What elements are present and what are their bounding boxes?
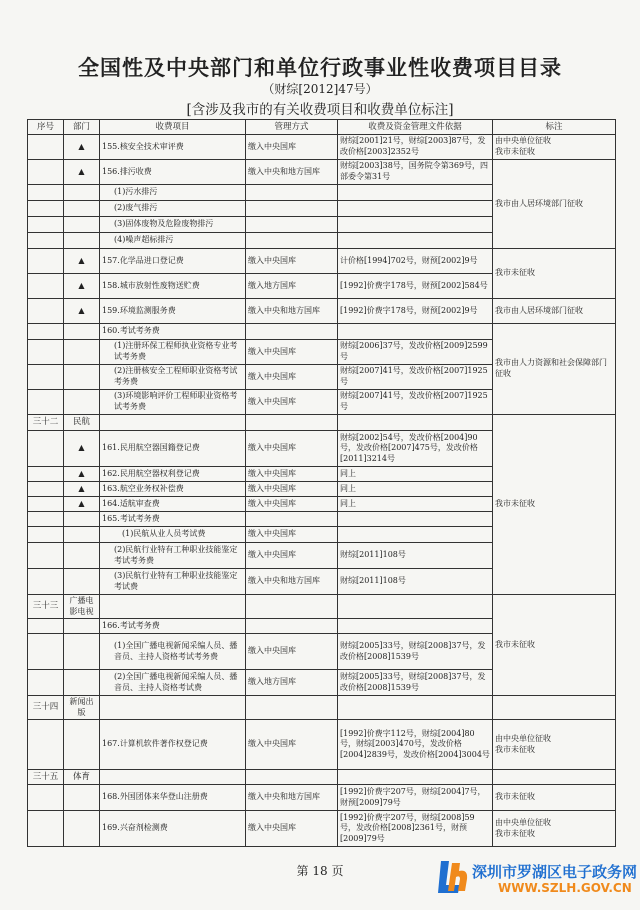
- basis-cell: 计价格[1994]702号，财预[2002]9号: [338, 249, 493, 274]
- watermark: [438, 857, 638, 901]
- mgmt-cell: 缴入中央国库: [246, 340, 338, 365]
- section-dept: 新闻出版: [64, 696, 100, 720]
- mgmt-cell: 缴入中央国库: [246, 482, 338, 497]
- note-cell: 我市未征收: [493, 249, 616, 299]
- table-row: [28, 785, 616, 811]
- mgmt-cell: 缴入中央和地方国库: [246, 569, 338, 595]
- mgmt-cell: 缴入中央国库: [246, 543, 338, 569]
- item-cell: (2)注册核安全工程师职业资格考试考务费: [100, 365, 246, 390]
- basis-cell: 财综[2001]21号，财综[2003]87号，发改价格[2003]2352号: [338, 135, 493, 160]
- basis-cell: 财综[2011]108号: [338, 569, 493, 595]
- mgmt-cell: 缴入中央国库: [246, 720, 338, 770]
- basis-cell: 同上: [338, 497, 493, 512]
- item-cell: 160.考试考务费: [100, 324, 246, 340]
- basis-cell: [1992]价费字207号，财综[2004]7号，财预[2009]79号: [338, 785, 493, 811]
- seq-cell: [28, 135, 64, 160]
- basis-cell: [1992]价费字207号，财综[2008]59号，发改价格[2008]2361号，财预[2009]79号: [338, 811, 493, 847]
- mgmt-cell: 缴入中央国库: [246, 467, 338, 482]
- basis-cell: 财综[2011]108号: [338, 543, 493, 569]
- header-seq: 序号: [28, 120, 64, 135]
- note-cell: 我市由人力资源和社会保障部门征收: [493, 324, 616, 415]
- section-dept: 民航: [64, 415, 100, 431]
- mgmt-cell: 缴入中央国库: [246, 390, 338, 415]
- mgmt-cell: 缴入中央国库: [246, 811, 338, 847]
- section-row: [28, 595, 616, 619]
- item-cell: 159.环境监测服务费: [100, 299, 246, 324]
- item-cell: 164.适航审查费: [100, 497, 246, 512]
- basis-cell: 财综[2003]38号，国务院令第369号，四部委令第31号: [338, 160, 493, 185]
- table-row: [28, 811, 616, 847]
- table-row: [28, 249, 616, 274]
- section-row: [28, 415, 616, 431]
- document-title: 全国性及中央部门和单位行政事业性收费项目目录: [78, 55, 562, 80]
- section-seq: 三十二: [28, 415, 64, 431]
- table-row: [28, 720, 616, 770]
- mark-cell: ▲: [64, 249, 100, 274]
- basis-cell: 财综[2007]41号，发改价格[2007]1925号: [338, 390, 493, 415]
- item-cell: 156.排污收费: [100, 160, 246, 185]
- note-cell: 我市未征收: [493, 415, 616, 595]
- basis-cell: 财综[2005]33号，财综[2008]37号，发改价格[2008]1539号: [338, 670, 493, 696]
- mgmt-cell: 缴入中央国库: [246, 497, 338, 512]
- note-cell: 我市未征收: [493, 785, 616, 811]
- basis-cell: [1992]价费字178号，财预[2002]584号: [338, 274, 493, 299]
- section-seq: 三十五: [28, 770, 64, 785]
- item-cell: (2)废气排污: [100, 201, 246, 217]
- item-cell: (2)民航行业特有工种职业技能鉴定考试考务费: [100, 543, 246, 569]
- section-seq: 三十四: [28, 696, 64, 720]
- mark-cell: ▲: [64, 497, 100, 512]
- note-cell: 由中央单位征收 我市未征收: [493, 811, 616, 847]
- item-cell: (3)民航行业特有工种职业技能鉴定考试费: [100, 569, 246, 595]
- seq-cell: [28, 160, 64, 185]
- item-cell: 168.外国团体来华登山注册费: [100, 785, 246, 811]
- basis-cell: [1992]价费字112号，财综[2004]80号，财综[2003]470号，发改价格[2004]2839号，发改价格[2004]3004号: [338, 720, 493, 770]
- mark-cell: ▲: [64, 160, 100, 185]
- item-cell: (3)环境影响评价工程师职业资格考试考务费: [100, 390, 246, 415]
- item-cell: (4)噪声超标排污: [100, 233, 246, 249]
- item-cell: (1)全国广播电视新闻采编人员、播音员、主持人资格考试考务费: [100, 634, 246, 670]
- mgmt-cell: 缴入中央国库: [246, 365, 338, 390]
- lh-logo-icon: [438, 859, 468, 895]
- item-cell: 167.计算机软件著作权登记费: [100, 720, 246, 770]
- document-note: [含涉及我市的有关收费项目和收费单位标注]: [186, 102, 454, 118]
- section-row: [28, 770, 616, 785]
- item-cell: 161.民用航空器国籍登记费: [100, 431, 246, 467]
- item-cell: 162.民用航空器权利登记费: [100, 467, 246, 482]
- table-row: [28, 135, 616, 160]
- item-cell: (3)固体废物及危险废物排污: [100, 217, 246, 233]
- basis-cell: 财综[2006]37号，发改价格[2009]2599号: [338, 340, 493, 365]
- basis-cell: 财综[2002]54号，发改价格[2004]90号，发改价格[2007]475号，发改价格[2011]3214号: [338, 431, 493, 467]
- mark-cell: ▲: [64, 135, 100, 160]
- table-row: [28, 160, 616, 185]
- item-cell: (1)民航从业人员考试费: [100, 527, 246, 543]
- section-seq: 三十三: [28, 595, 64, 619]
- mark-cell: ▲: [64, 431, 100, 467]
- header-mgmt: 管理方式: [246, 120, 338, 135]
- mgmt-cell: 缴入中央国库: [246, 634, 338, 670]
- mgmt-cell: 缴入中央国库: [246, 527, 338, 543]
- note-cell: 由中央单位征收 我市未征收: [493, 720, 616, 770]
- note-cell: 我市由人居环境部门征收: [493, 299, 616, 324]
- item-cell: 158.城市放射性废物送贮费: [100, 274, 246, 299]
- table-row: [28, 324, 616, 340]
- item-cell: 163.航空业务权补偿费: [100, 482, 246, 497]
- mgmt-cell: 缴入中央国库: [246, 135, 338, 160]
- document-subtitle: （财综[2012]47号）: [262, 82, 378, 96]
- section-row: [28, 696, 616, 720]
- item-cell: 165.考试考务费: [100, 512, 246, 527]
- mgmt-cell: 缴入地方国库: [246, 274, 338, 299]
- note-cell: 我市未征收: [493, 595, 616, 696]
- mgmt-cell: 缴入地方国库: [246, 670, 338, 696]
- mark-cell: ▲: [64, 482, 100, 497]
- mgmt-cell: 缴入中央和地方国库: [246, 160, 338, 185]
- basis-cell: 同上: [338, 482, 493, 497]
- watermark-url: WWW.SZLH.GOV.CN: [498, 881, 632, 895]
- note-cell: 我市由人居环境部门征收: [493, 160, 616, 249]
- basis-cell: 财综[2007]41号，发改价格[2007]1925号: [338, 365, 493, 390]
- item-cell: 157.化学品进口登记费: [100, 249, 246, 274]
- page-number: 第 18 页: [296, 864, 344, 878]
- note-cell: 由中央单位征收 我市未征收: [493, 135, 616, 160]
- mgmt-cell: 缴入中央和地方国库: [246, 785, 338, 811]
- mark-cell: ▲: [64, 299, 100, 324]
- basis-cell: 同上: [338, 467, 493, 482]
- header-dept: 部门: [64, 120, 100, 135]
- item-cell: 166.考试考务费: [100, 619, 246, 634]
- table-row: [28, 299, 616, 324]
- header-basis: 收费及资金管理文件依据: [338, 120, 493, 135]
- fee-table: [27, 119, 616, 847]
- watermark-text: 深圳市罗湖区电子政务网: [472, 863, 638, 881]
- mgmt-cell: 缴入中央和地方国库: [246, 299, 338, 324]
- item-cell: (1)注册环保工程师执业资格专业考试考务费: [100, 340, 246, 365]
- item-cell: 155.核安全技术审评费: [100, 135, 246, 160]
- item-cell: 169.兴奋剂检测费: [100, 811, 246, 847]
- item-cell: (2)全国广播电视新闻采编人员、播音员、主持人资格考试费: [100, 670, 246, 696]
- section-dept: 体育: [64, 770, 100, 785]
- mark-cell: ▲: [64, 467, 100, 482]
- table-header-row: [28, 120, 616, 135]
- basis-cell: [1992]价费字178号，财预[2002]9号: [338, 299, 493, 324]
- mark-cell: ▲: [64, 274, 100, 299]
- section-dept: 广播电影电视: [64, 595, 100, 619]
- header-item: 收费项目: [100, 120, 246, 135]
- header-note: 标注: [493, 120, 616, 135]
- mgmt-cell: 缴入中央国库: [246, 431, 338, 467]
- basis-cell: 财综[2005]33号，财综[2008]37号，发改价格[2008]1539号: [338, 634, 493, 670]
- mgmt-cell: 缴入中央国库: [246, 249, 338, 274]
- item-cell: (1)污水排污: [100, 185, 246, 201]
